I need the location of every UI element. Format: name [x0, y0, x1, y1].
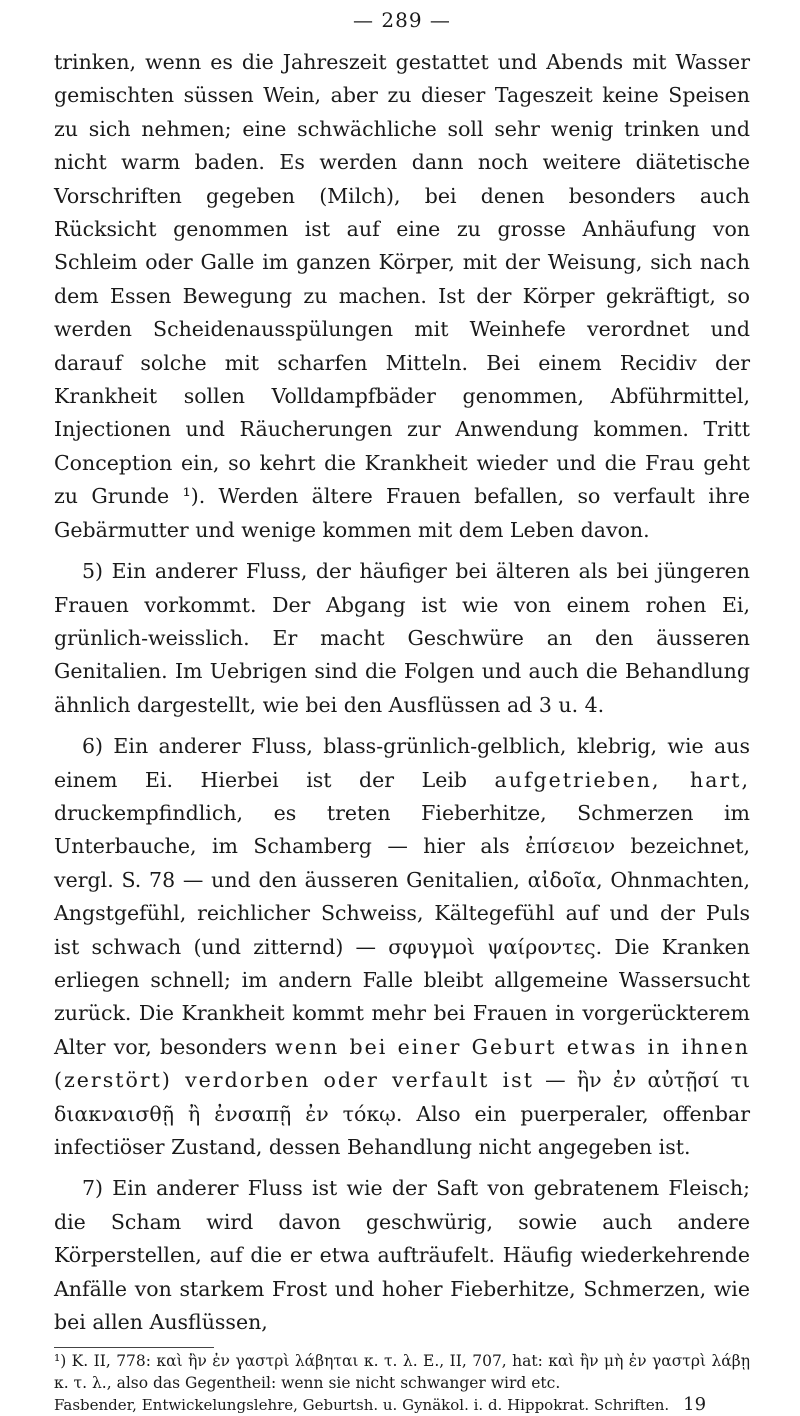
- paragraph-1: trinken, wenn es die Jahreszeit gestattet und Abends mit Wasser gemischten süssen Wein, aber zu dieser Tageszeit keine Speisen zu sich nehmen; eine schwächliche soll sehr wenig trinken und nicht warm baden. Es werden dann noch weitere diätetische Vorschriften gegeben (Milch), bei denen besonders auch Rücksicht genommen ist auf eine zu grosse Anhäufung von Schleim oder Galle im ganzen Körper, mit der Weisung, sich nach dem Essen Bewegung zu machen. Ist der Körper gekräftigt, so werden Scheidenausspülungen mit Weinhefe verordnet und darauf solche mit scharfen Mitteln. Bei einem Recidiv der Krankheit sollen Volldampfbäder genommen, Abführmittel, Injectionen und Räucherungen zur Anwendung kommen. Tritt Conception ein, so kehrt die Krankheit wieder und die Frau geht zu Grunde ¹). Werden ältere Frauen befallen, so verfault ihre Gebärmutter und wenige kommen mit dem Leben davon.: [54, 50, 750, 542]
- p6-part3: — ἢν ἐν αὐτῇσί τι διακναισθῇ ἢ ἐνσαπῇ ἐν τόκῳ. Also ein puerperaler, offenbar infectiöser Zustand, dessen Behandlung nicht angegeben ist.: [54, 1068, 750, 1159]
- body-text: [54, 46, 750, 1339]
- p6-part2: druckempfindlich, es treten Fieberhitze, Schmerzen im Unterbauche, im Schamberg — hier als ἐπίσειον bezeichnet, vergl. S. 78 — und den äusseren Genitalien, αἰδοῖα, Ohnmachten, Angstgefühl, reichlicher Schweiss, Kältegefühl auf und der Puls ist schwach (und zitternd) — σφυγμοὶ ψαίροντες. Die Kranken erliegen schnell; im andern Falle bleibt allgemeine Wassersucht zurück. Die Krankheit kommt mehr bei Frauen in vorgerückterem Alter vor, besonders: [54, 800, 750, 1059]
- paragraph-6: [54, 730, 750, 1164]
- p6-emphasis-1: aufgetrieben, hart,: [494, 767, 750, 792]
- footnote-divider: [54, 1347, 214, 1348]
- paragraph-7: 7) Ein anderer Fluss ist wie der Saft von gebratenem Fleisch; die Scham wird davon geschwürig, sowie auch andere Körperstellen, auf die er etwa aufträufelt. Häufig wiederkehrende Anfälle von starkem Frost und hoher Fieberhitze, Schmerzen, wie bei allen Ausflüssen,: [54, 1176, 750, 1335]
- p6-part1: 6) Ein anderer Fluss, blass-grünlich-gelblich, klebrig, wie aus einem Ei. Hierbei ist der Leib: [54, 734, 750, 792]
- signature-number: 19: [683, 1394, 707, 1416]
- paragraph-5: 5) Ein anderer Fluss, der häufiger bei älteren als bei jüngeren Frauen vorkommt. Der Abgang ist wie von einem rohen Ei, grünlich-weisslich. Er macht Geschwüre an den äusseren Genitalien. Im Uebrigen sind die Folgen und auch die Behandlung ähnlich dargestellt, wie bei den Ausflüssen ad 3 u. 4.: [54, 559, 750, 717]
- page-number: — 289 —: [353, 8, 451, 32]
- signature-line: [54, 1394, 750, 1416]
- signature-text: Fasbender, Entwickelungslehre, Geburtsh. u. Gynäkol. i. d. Hippokrat. Schriften.: [54, 1396, 670, 1415]
- footnote: ¹) K. II, 778: καὶ ἢν ἐν γαστρὶ λάβηται κ. τ. λ. E., II, 707, hat: καὶ ἢν μὴ ἐν γαστρὶ λάβῃ κ. τ. λ., also das Gegentheil: wenn sie nicht schwanger wird etc.: [54, 1352, 750, 1393]
- p6-emphasis-2: wenn bei einer Geburt etwas in ihnen (zerstört) verdorben oder verfault ist: [54, 1034, 750, 1093]
